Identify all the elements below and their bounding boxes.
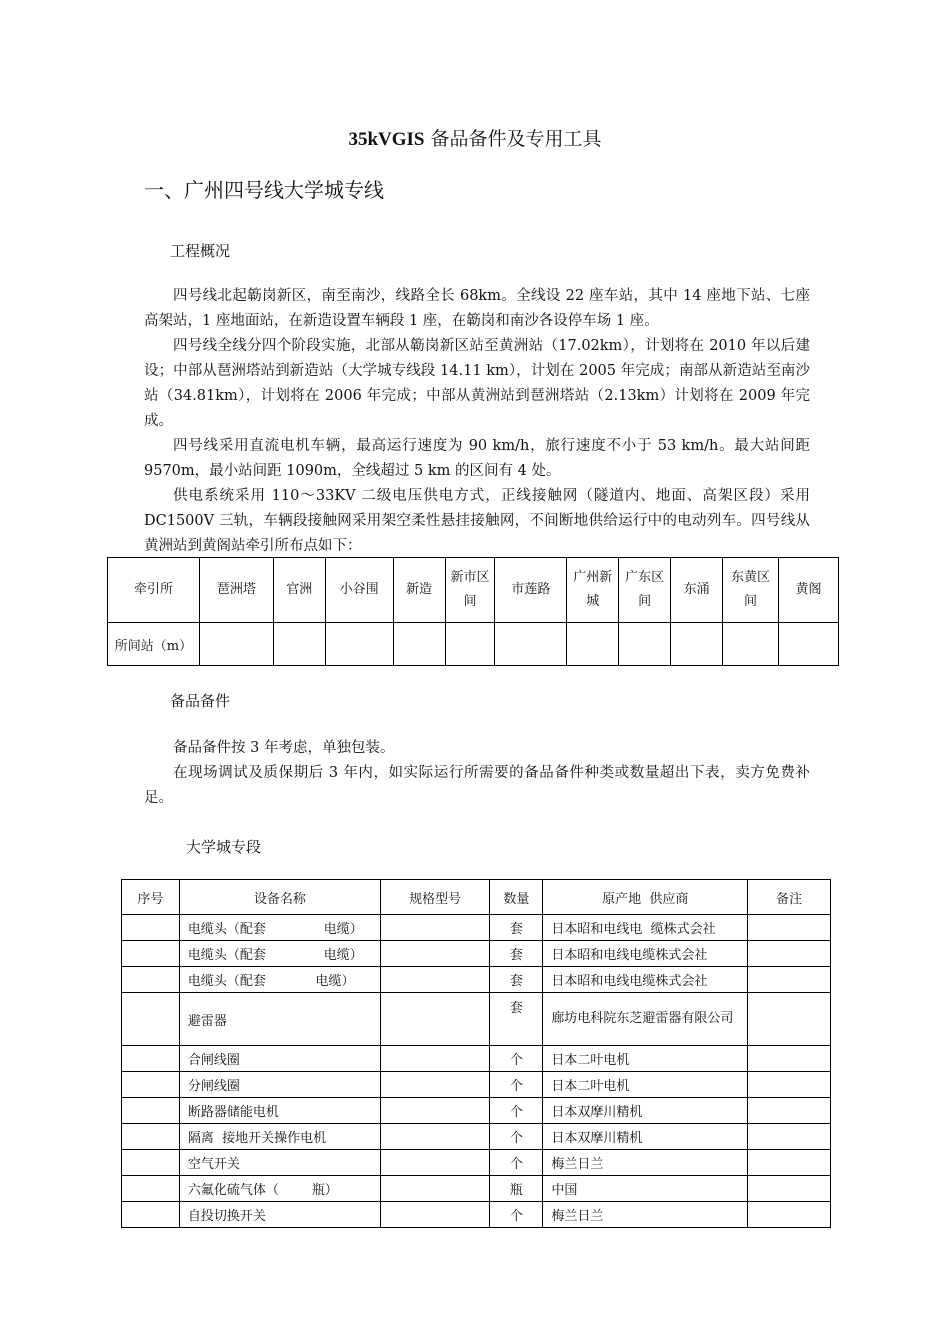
- cell-remarks: [748, 1150, 831, 1176]
- cell-remarks: [748, 915, 831, 941]
- cell-model: [380, 967, 490, 993]
- traction-cell: 新造: [393, 558, 445, 623]
- cell-supplier: 日本昭和电线电缆株式会社: [543, 967, 748, 993]
- cell-model: [380, 993, 490, 1046]
- cell-name: 合闸线圈: [179, 1046, 380, 1072]
- cell-model: [380, 1124, 490, 1150]
- overview-heading: 工程概况: [170, 242, 231, 260]
- cell-remarks: [748, 967, 831, 993]
- cell-supplier: 日本昭和电线电 缆株式会社: [543, 915, 748, 941]
- traction-cell: 琶洲塔: [199, 558, 273, 623]
- section-heading: 一、广州四号线大学城专线: [144, 178, 384, 202]
- traction-cell: 广州新城: [567, 558, 619, 623]
- cell-unit: 套: [490, 915, 543, 941]
- cell-supplier: 中国: [543, 1176, 748, 1202]
- cell-model: [380, 1072, 490, 1098]
- traction-cell-empty: [723, 623, 779, 666]
- cell-supplier: 日本双摩川精机: [543, 1124, 748, 1150]
- cell-remarks: [748, 993, 831, 1046]
- cell-index: [122, 1098, 180, 1124]
- cell-unit: 套: [490, 941, 543, 967]
- table-row: [122, 1202, 831, 1228]
- traction-cell: 广东区间: [619, 558, 671, 623]
- overview-paragraph: 四号线全线分四个阶段实施，北部从簕岗新区站至黄洲站（17.02km），计划将在 2010 年以后建设；中部从琶洲塔站到新造站（大学城专线段 14.11 km），计划在 2005 年完成；南部从新造站至南沙站（34.81km），计划将在 2006 年完成；中部从黄洲站到琶洲塔站（2.13km）计划将在 2009 年完成。: [144, 338, 810, 429]
- traction-cell: 黄阁: [778, 558, 838, 623]
- cell-remarks: [748, 1046, 831, 1072]
- cell-supplier: 日本二叶电机: [543, 1046, 748, 1072]
- traction-cell: 市莲路: [495, 558, 567, 623]
- cell-remarks: [748, 1098, 831, 1124]
- cell-unit: 个: [490, 1124, 543, 1150]
- cell-remarks: [748, 1202, 831, 1228]
- traction-cell-empty: [325, 623, 393, 666]
- header-cell-quantity: 数量: [490, 880, 543, 915]
- traction-cell-empty: [445, 623, 495, 666]
- cell-model: [380, 915, 490, 941]
- cell-model: [380, 1098, 490, 1124]
- traction-cell: 东涌: [671, 558, 723, 623]
- table-row: [122, 941, 831, 967]
- cell-remarks: [748, 941, 831, 967]
- traction-cell-empty: [671, 623, 723, 666]
- cell-index: [122, 1046, 180, 1072]
- overview-text: [144, 284, 810, 559]
- traction-cell-empty: [495, 623, 567, 666]
- cell-model: [380, 941, 490, 967]
- cell-name: 分闸线圈: [179, 1072, 380, 1098]
- cell-supplier: 梅兰日兰: [543, 1202, 748, 1228]
- header-cell-remarks: 备注: [748, 880, 831, 915]
- traction-header-row: [108, 558, 839, 623]
- cell-unit: 套: [490, 967, 543, 993]
- traction-cell-empty: [273, 623, 325, 666]
- cell-name: 自投切换开关: [179, 1202, 380, 1228]
- header-cell-model: 规格型号: [380, 880, 490, 915]
- table-row: [122, 915, 831, 941]
- traction-cell-empty: [393, 623, 445, 666]
- cell-index: [122, 993, 180, 1046]
- page-title-bold: 35kVGIS: [348, 129, 425, 150]
- page-title-rest: 备品备件及专用工具: [424, 128, 602, 150]
- cell-remarks: [748, 1072, 831, 1098]
- table-row: [122, 1150, 831, 1176]
- cell-name: 空气开关: [179, 1150, 380, 1176]
- overview-paragraph: 四号线北起簕岗新区，南至南沙，线路全长 68km。全线设 22 座车站，其中 14 座地下站、七座高架站，1 座地面站，在新造设置车辆段 1 座，在簕岗和南沙各设停车场 1 座。: [144, 288, 810, 329]
- traction-cell-empty: [778, 623, 838, 666]
- header-cell-index: 序号: [122, 880, 180, 915]
- page-title: [0, 124, 950, 151]
- table-row: [122, 1176, 831, 1202]
- overview-paragraph: 四号线采用直流电机车辆，最高运行速度为 90 km/h，旅行速度不小于 53 km/h。最大站间距 9570m，最小站间距 1090m，全线超过 5 km 的区间有 4 处。: [144, 438, 810, 479]
- traction-cell: 小谷围: [325, 558, 393, 623]
- traction-cell: 新市区间: [445, 558, 495, 623]
- cell-index: [122, 915, 180, 941]
- cell-model: [380, 1046, 490, 1072]
- cell-name: 电缆头（配套 电缆）: [179, 967, 380, 993]
- cell-model: [380, 1202, 490, 1228]
- traction-cell: 东黄区间: [723, 558, 779, 623]
- cell-model: [380, 1150, 490, 1176]
- table-row: [122, 1124, 831, 1150]
- cell-index: [122, 1072, 180, 1098]
- table-row: [122, 1046, 831, 1072]
- spares-heading: 备品备件: [170, 692, 231, 710]
- cell-unit: 个: [490, 1202, 543, 1228]
- cell-model: [380, 1176, 490, 1202]
- spares-paragraph: 备品备件按 3 年考虑，单独包装。: [173, 740, 395, 756]
- cell-index: [122, 1124, 180, 1150]
- cell-unit: 个: [490, 1098, 543, 1124]
- traction-cell-empty: [619, 623, 671, 666]
- spares-table: [121, 879, 831, 1228]
- cell-supplier: 梅兰日兰: [543, 1150, 748, 1176]
- cell-name: 断路器储能电机: [179, 1098, 380, 1124]
- cell-index: [122, 1150, 180, 1176]
- cell-unit: 个: [490, 1150, 543, 1176]
- table-row: [122, 1072, 831, 1098]
- traction-station-table: [107, 557, 839, 666]
- cell-supplier: 日本昭和电线电缆株式会社: [543, 941, 748, 967]
- cell-name: 隔离 接地开关操作电机: [179, 1124, 380, 1150]
- header-cell-name: 设备名称: [179, 880, 380, 915]
- traction-cell-empty: [199, 623, 273, 666]
- cell-name: 六氟化硫气体（ 瓶）: [179, 1176, 380, 1202]
- traction-cell: 官洲: [273, 558, 325, 623]
- cell-supplier: 日本双摩川精机: [543, 1098, 748, 1124]
- table-row: [122, 967, 831, 993]
- traction-distance-label: 所间站（m）: [108, 623, 200, 666]
- spares-text: [144, 736, 810, 811]
- cell-unit: 个: [490, 1046, 543, 1072]
- traction-distance-row: [108, 623, 839, 666]
- cell-unit: 套: [490, 993, 543, 1046]
- overview-paragraph: 供电系统采用 110～33KV 二级电压供电方式，正线接触网（隧道内、地面、高架区段）采用 DC1500V 三轨，车辆段接触网采用架空柔性悬挂接触网，不间断地供给运行中的电动列车。四号线从黄洲站到黄阁站牵引所布点如下：: [144, 488, 810, 554]
- cell-remarks: [748, 1124, 831, 1150]
- spares-paragraph: 在现场调试及质保期后 3 年内，如实际运行所需要的备品备件种类或数量超出下表，卖方免费补足。: [144, 765, 810, 806]
- cell-name: 电缆头（配套 电缆）: [179, 915, 380, 941]
- cell-remarks: [748, 1176, 831, 1202]
- cell-index: [122, 941, 180, 967]
- cell-index: [122, 967, 180, 993]
- cell-unit: 个: [490, 1072, 543, 1098]
- table-row: [122, 993, 831, 1046]
- header-cell-supplier: 原产地 供应商: [543, 880, 748, 915]
- cell-unit: 瓶: [490, 1176, 543, 1202]
- table-row: [122, 1098, 831, 1124]
- cell-supplier: 廊坊电科院东芝避雷器有限公司: [543, 993, 748, 1046]
- cell-index: [122, 1202, 180, 1228]
- cell-name: 避雷器: [179, 993, 380, 1046]
- cell-index: [122, 1176, 180, 1202]
- segment-heading: 大学城专段: [186, 838, 262, 856]
- traction-cell: 牵引所: [108, 558, 200, 623]
- cell-name: 电缆头（配套 电缆）: [179, 941, 380, 967]
- spares-table-header: [122, 880, 831, 915]
- cell-supplier: 日本二叶电机: [543, 1072, 748, 1098]
- traction-cell-empty: [567, 623, 619, 666]
